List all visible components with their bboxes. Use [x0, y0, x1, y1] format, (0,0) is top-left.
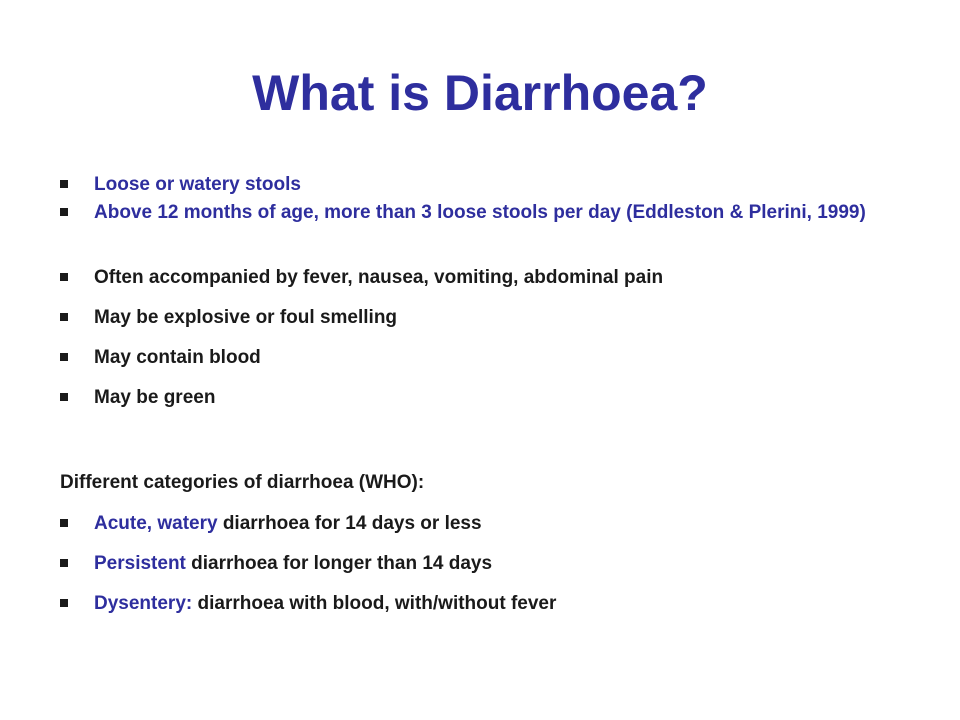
- bullet-text: Above 12 months of age, more than 3 loose stools per day (Eddleston & Plerini, 1999): [94, 202, 866, 223]
- category-term: Persistent: [94, 553, 186, 574]
- square-bullet-icon: [60, 519, 68, 527]
- square-bullet-icon: [60, 273, 68, 281]
- category-description: diarrhoea with blood, with/without fever: [192, 593, 557, 614]
- square-bullet-icon: [60, 208, 68, 216]
- square-bullet-icon: [60, 313, 68, 321]
- category-term: Acute, watery: [94, 513, 218, 534]
- category-term: Dysentery:: [94, 593, 193, 614]
- bullet-text: Often accompanied by fever, nausea, vomiting, abdominal pain: [94, 267, 664, 288]
- bullet-text: May be explosive or foul smelling: [94, 307, 398, 328]
- category-description: diarrhoea for 14 days or less: [217, 513, 482, 534]
- square-bullet-icon: [60, 599, 68, 607]
- slide-title: What is Diarrhoea?: [252, 65, 708, 121]
- category-text: [94, 592, 914, 615]
- category-description: diarrhoea for longer than 14 days: [185, 553, 493, 574]
- square-bullet-icon: [60, 353, 68, 361]
- square-bullet-icon: [60, 559, 68, 567]
- bullet-text: Loose or watery stools: [94, 174, 301, 195]
- bullet-text: May be green: [94, 387, 216, 408]
- square-bullet-icon: [60, 393, 68, 401]
- categories-heading: Different categories of diarrhoea (WHO):: [60, 472, 425, 493]
- square-bullet-icon: [60, 180, 68, 188]
- category-text: [94, 512, 914, 535]
- category-text: [94, 552, 914, 575]
- bullet-text: May contain blood: [94, 347, 261, 368]
